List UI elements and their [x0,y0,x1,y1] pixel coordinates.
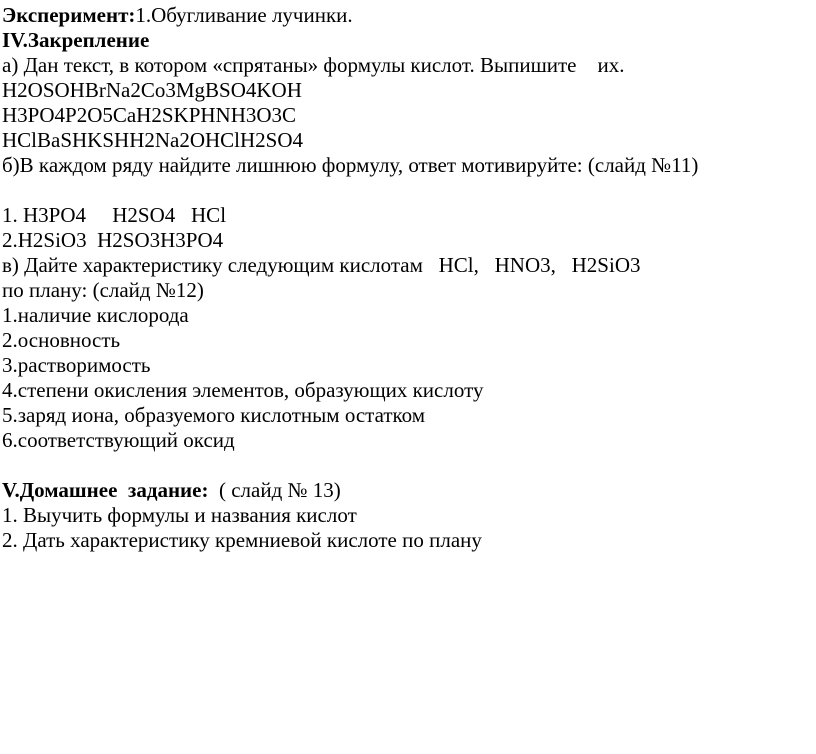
experiment-text: 1.Обугливание лучинки. [135,3,353,27]
plan-item: 5.заряд иона, образуемого кислотным остатком [2,403,426,427]
section-v-heading: V.Домашнее задание: [2,478,209,502]
task-c-text: в) Дайте характеристику следующим кислотам HCl, HNO3, H2SiO3 [2,253,641,277]
task-b-text: б)В каждом ряду найдите лишнюю формулу, ответ мотивируйте: (слайд №11) [2,153,699,177]
homework-item: 1. Выучить формулы и названия кислот [2,503,357,527]
plan-item: 1.наличие кислорода [2,303,189,327]
plan-intro: по плану: (слайд №12) [2,278,204,302]
section-v-line [2,478,341,503]
experiment-label: Эксперимент: [2,3,136,27]
experiment-line [2,3,353,28]
homework-slide-ref: ( слайд № 13) [208,478,341,502]
formula-line: HClBaSHKSHH2Na2OHClH2SO4 [2,128,304,152]
formula-line: H2OSOHBrNa2Co3MgBSO4KOH [2,78,302,102]
formula-row: 2.H2SiO3 H2SO3H3PO4 [2,228,224,252]
plan-item: 6.соответствующий оксид [2,428,235,452]
task-a-text: а) Дан текст, в котором «спрятаны» формулы кислот. Выпишите их. [2,53,625,77]
section-iv-heading: IV.Закрепление [2,28,150,52]
formula-row: 1. H3PO4 H2SO4 HCl [2,203,227,227]
plan-item: 2.основность [2,328,121,352]
plan-item: 4.степени окисления элементов, образующих кислоту [2,378,484,402]
plan-item: 3.растворимость [2,353,151,377]
homework-item: 2. Дать характеристику кремниевой кислоте по плану [2,528,482,552]
formula-line: H3PO4P2O5CaH2SKPHNH3O3C [2,103,297,127]
